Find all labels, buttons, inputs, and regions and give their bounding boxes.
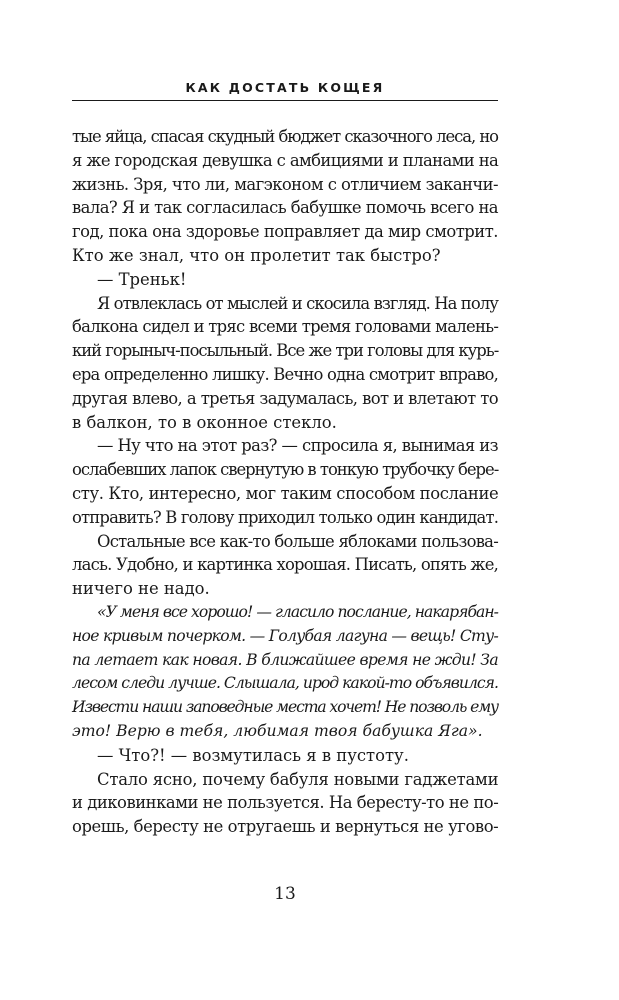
text-line: — Ну что на этот раз? — спросила я, вынимая из — [97, 436, 498, 456]
header-divider — [72, 100, 498, 101]
text-line: па летает как новая. В ближайшее время не жди! За — [72, 650, 498, 669]
text-line: лесом следи лучше. Слышала, ирод какой-то объявился. — [72, 674, 498, 693]
text-line: я же городская девушка с амбициями и планами на — [72, 150, 499, 170]
text-line: «У меня все хорошо! — гласило послание, накарябан- — [97, 602, 498, 621]
text-line: тые яйца, спасая скудный бюджет сказочного леса, но — [72, 127, 498, 146]
text-line: Остальные все как-то больше яблоками пользова- — [97, 531, 499, 551]
text-line: балкона сидел и тряс всеми тремя головами малень- — [72, 317, 499, 337]
text-line: год, пока она здоровье поправляет да мир смотрит. — [72, 222, 499, 242]
text-line: в балкон, то в оконное стекло. — [72, 412, 337, 432]
text-line: сту. Кто, интересно, мог таким способом послание — [72, 483, 499, 503]
text-line: Извести наши заповедные места хочет! Не позволь ему — [72, 698, 498, 717]
text-line: другая влево, а третья задумалась, вот и влетают то — [72, 388, 498, 408]
text-line: и диковинками не пользуется. На бересту-то не по- — [72, 793, 499, 813]
text-line: Стало ясно, почему бабуля новыми гаджетами — [97, 769, 499, 789]
body-text — [72, 125, 498, 839]
text-line: жизнь. Зря, что ли, магэконом с отличием заканчи- — [72, 174, 498, 194]
text-line: ера определенно лишку. Вечно одна смотрит вправо, — [72, 364, 498, 384]
running-head-title: КАК ДОСТАТЬ КОЩЕЯ — [185, 80, 385, 95]
text-line: вала? Я и так согласилась бабушке помочь всего на — [72, 198, 498, 218]
text-line: Я отвлеклась от мыслей и скосила взгляд. На полу — [97, 293, 498, 313]
text-line: ослабевших лапок свернутую в тонкую трубочку бере- — [72, 460, 499, 480]
text-line: ное кривым почерком. — Голубая лагуна — вещь! Сту- — [72, 626, 498, 645]
text-line: ничего не надо. — [72, 579, 210, 599]
text-line: — Треньк! — [97, 269, 187, 289]
text-line: лась. Удобно, и картинка хорошая. Писать, опять же, — [72, 555, 498, 575]
page-number: 13 — [274, 884, 296, 904]
text-line: кий горыныч-посыльный. Все же три головы для курь- — [72, 341, 499, 361]
text-line: это! Верю в тебя, любимая твоя бабушка Яга». — [72, 721, 483, 740]
text-line: орешь, бересту не отругаешь и вернуться не угово- — [72, 817, 499, 837]
text-line: отправить? В голову приходил только один кандидат. — [72, 507, 499, 527]
text-line: — Что?! — возмутилась я в пустоту. — [97, 745, 409, 765]
text-line: Кто же знал, что он пролетит так быстро? — [72, 245, 441, 265]
